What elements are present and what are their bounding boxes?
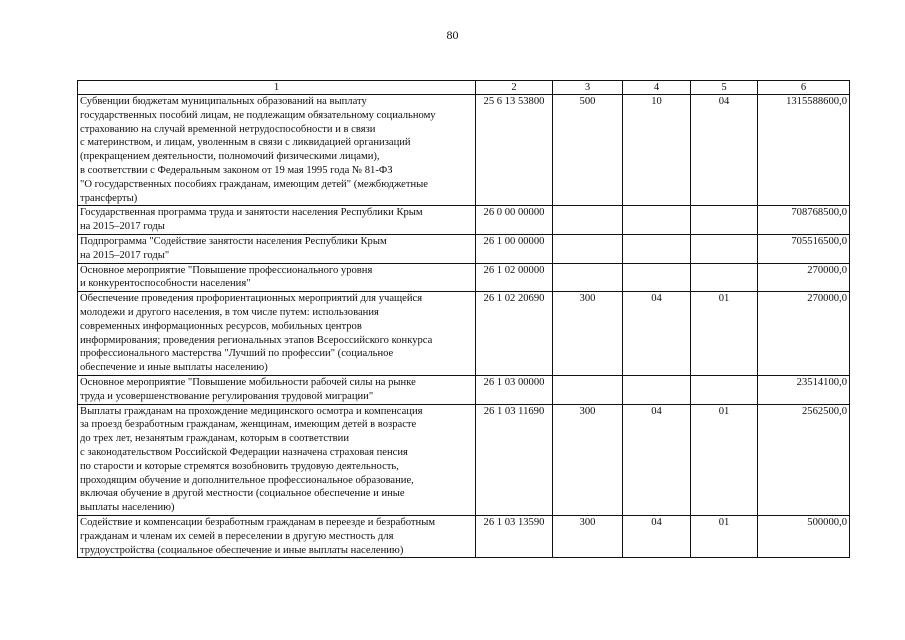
row-pr: 04 — [691, 95, 758, 206]
column-header-5: 5 — [691, 81, 758, 95]
row-name: Подпрограмма "Содействие занятости населения Республики Крым на 2015–2017 годы" — [78, 234, 476, 263]
column-header-2: 2 — [476, 81, 553, 95]
table-row — [78, 234, 850, 263]
row-pr — [691, 375, 758, 404]
row-vr: 300 — [553, 515, 623, 557]
row-name: Выплаты гражданам на прохождение медицинского осмотра и компенсация за проезд безработным гражданам, женщинам, имеющим детей в возрасте до трех лет, незанятым гражданам, которым в соответствии с законодательством Российской Федерации назначена страховая пенсия по старости и которые стремятся возобновить трудовую деятельность, проходящим обучение и дополнительное профессиональное образование, включая обучение в другой местности (социальное обеспечение и иные выплаты населению) — [78, 404, 476, 515]
row-rz: 04 — [623, 515, 691, 557]
budget-table — [77, 80, 850, 558]
table-row — [78, 206, 850, 235]
row-rz: 10 — [623, 95, 691, 206]
row-name: Государственная программа труда и занятости населения Республики Крым на 2015–2017 годы — [78, 206, 476, 235]
row-vr — [553, 263, 623, 292]
row-pr — [691, 263, 758, 292]
row-name: Основное мероприятие "Повышение профессионального уровня и конкурентоспособности населения" — [78, 263, 476, 292]
column-header-1: 1 — [78, 81, 476, 95]
row-code: 26 1 00 00000 — [476, 234, 553, 263]
row-name: Основное мероприятие "Повышение мобильности рабочей силы на рынке труда и усовершенствование регулирования трудовой миграции" — [78, 375, 476, 404]
row-sum: 270000,0 — [758, 292, 850, 376]
row-code: 26 1 02 00000 — [476, 263, 553, 292]
row-rz: 04 — [623, 292, 691, 376]
row-sum: 708768500,0 — [758, 206, 850, 235]
table-row — [78, 95, 850, 206]
row-name: Субвенции бюджетам муниципальных образований на выплату государственных пособий лицам, не подлежащим обязательному социальному страхованию на случай временной нетрудоспособности и в связи с материнством, и лицам, уволенным в связи с ликвидацией организаций (прекращением деятельности, полномочий физическими лицами), в соответствии с Федеральным законом от 19 мая 1995 года № 81-ФЗ "О государственных пособиях гражданам, имеющим детей" (межбюджетные трансферты) — [78, 95, 476, 206]
row-code: 26 0 00 00000 — [476, 206, 553, 235]
row-vr: 300 — [553, 292, 623, 376]
row-sum: 270000,0 — [758, 263, 850, 292]
row-pr: 01 — [691, 292, 758, 376]
page-number: 80 — [446, 28, 459, 42]
row-rz — [623, 263, 691, 292]
row-pr: 01 — [691, 515, 758, 557]
column-header-3: 3 — [553, 81, 623, 95]
table-row — [78, 515, 850, 557]
row-vr — [553, 375, 623, 404]
row-vr — [553, 206, 623, 235]
row-rz — [623, 206, 691, 235]
table-row — [78, 292, 850, 376]
row-sum: 23514100,0 — [758, 375, 850, 404]
table-row — [78, 263, 850, 292]
row-vr — [553, 234, 623, 263]
row-pr — [691, 234, 758, 263]
row-rz — [623, 234, 691, 263]
row-name: Содействие и компенсации безработным гражданам в переезде и безработным гражданам и членам их семей в переселении в другую местность для трудоустройства (социальное обеспечение и иные выплаты населению) — [78, 515, 476, 557]
row-sum: 705516500,0 — [758, 234, 850, 263]
row-rz: 04 — [623, 404, 691, 515]
row-pr — [691, 206, 758, 235]
row-code: 26 1 02 20690 — [476, 292, 553, 376]
row-sum: 1315588600,0 — [758, 95, 850, 206]
table-header-row — [78, 81, 850, 95]
row-code: 25 6 13 53800 — [476, 95, 553, 206]
row-vr: 500 — [553, 95, 623, 206]
table-row — [78, 404, 850, 515]
row-sum: 2562500,0 — [758, 404, 850, 515]
row-sum: 500000,0 — [758, 515, 850, 557]
row-rz — [623, 375, 691, 404]
row-pr: 01 — [691, 404, 758, 515]
row-code: 26 1 03 13590 — [476, 515, 553, 557]
row-vr: 300 — [553, 404, 623, 515]
column-header-6: 6 — [758, 81, 850, 95]
column-header-4: 4 — [623, 81, 691, 95]
row-code: 26 1 03 00000 — [476, 375, 553, 404]
row-code: 26 1 03 11690 — [476, 404, 553, 515]
table-row — [78, 375, 850, 404]
row-name: Обеспечение проведения профориентационных мероприятий для учащейся молодежи и другого населения, в том числе путем: использования современных информационных ресурсов, мобильных центров информирования; проведения региональных этапов Всероссийского конкурса профессионального мастерства "Лучший по профессии" (социальное обеспечение и иные выплаты населению) — [78, 292, 476, 376]
